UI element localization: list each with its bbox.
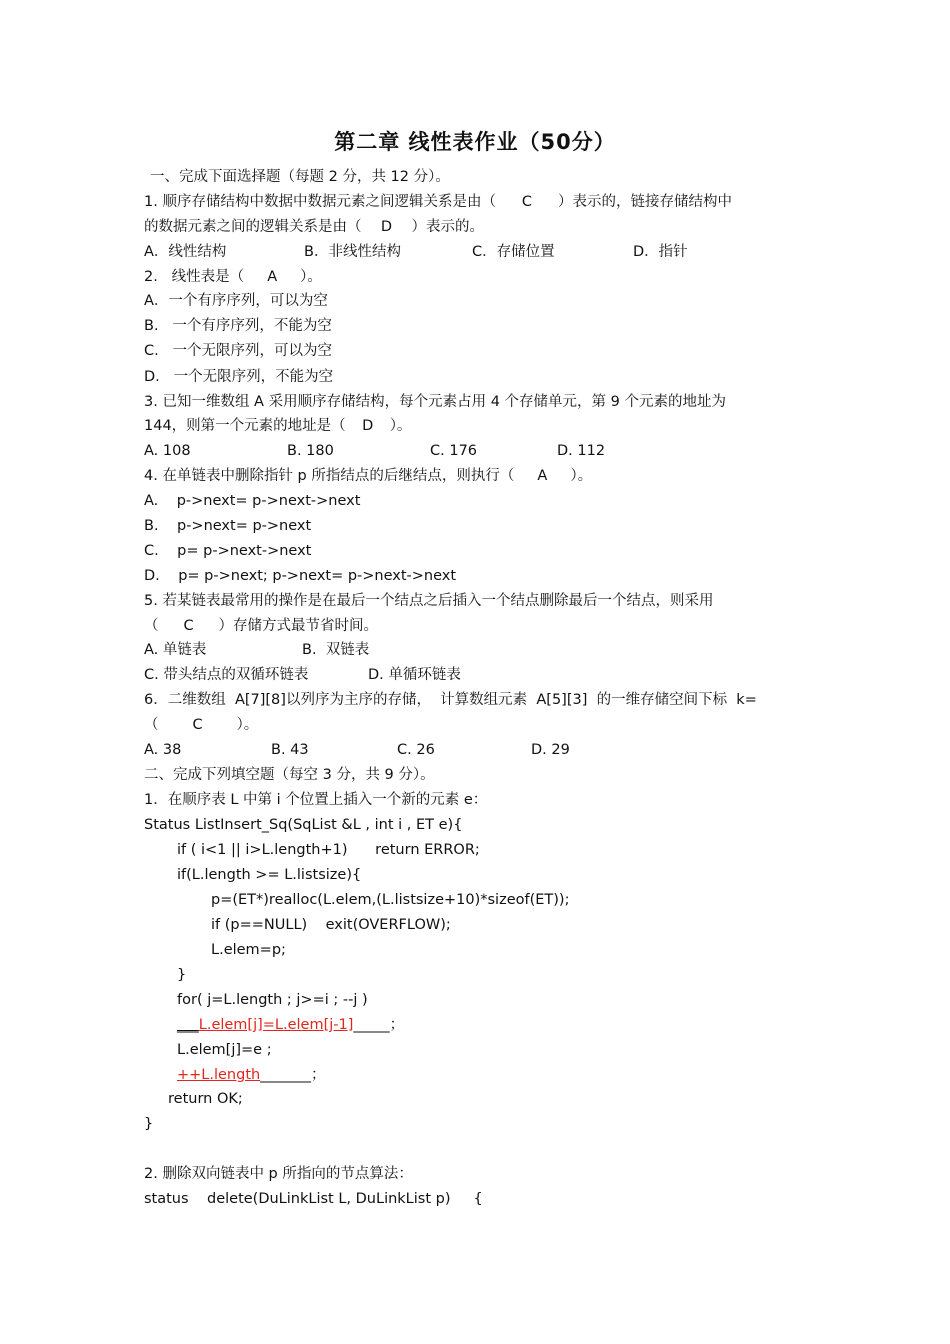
code-line-close-if: } <box>177 967 187 983</box>
q3-line1: 3. 已知一维数组 A 采用顺序存储结构，每个元素占用 4 个存储单元，第 9 个元素的地址为 <box>144 394 726 410</box>
blank2-answer: ++L.length <box>177 1067 261 1083</box>
q5-stem-part1: （ <box>144 618 159 634</box>
q5-answer: C <box>183 618 194 634</box>
q2-stem-part1: 2. 线性表是（ <box>144 269 245 285</box>
q3-option-c: C. 176 <box>430 443 478 459</box>
s2-q2-code: status delete(DuLinkList L, DuLinkList p) { <box>144 1191 483 1207</box>
q6-option-c: C. 26 <box>397 742 435 758</box>
q6-stem-part2: ）。 <box>236 717 259 733</box>
q6-stem-part1: （ <box>144 717 159 733</box>
q3-answer: D <box>362 418 374 434</box>
q6-answer: C <box>192 717 203 733</box>
section1-heading: 一、完成下面选择题（每题 2 分，共 12 分）。 <box>150 169 450 185</box>
code-line-if-null: if (p==NULL) exit(OVERFLOW); <box>211 917 451 933</box>
q1-stem-part3: 的数据元素之间的逻辑关系是由（ <box>144 219 362 235</box>
q1-option-b: B．非线性结构 <box>304 244 401 260</box>
q4-option-b: B. p->next= p->next <box>144 518 312 534</box>
code-line-close-func: } <box>144 1116 154 1132</box>
q5-option-d: D. 单循环链表 <box>368 667 461 683</box>
q2-stem-part2: ）。 <box>300 269 322 285</box>
q1-answer1: C <box>521 194 533 210</box>
q2-stem <box>144 268 322 286</box>
q3-line2 <box>144 417 411 435</box>
q4-option-a: A. p->next= p->next->next <box>144 493 361 509</box>
q5-stem-part2: ）存储方式最节省时间。 <box>218 618 378 634</box>
q1-line1 <box>144 193 732 211</box>
q1-stem-part4: ）表示的。 <box>411 219 484 235</box>
code-line-blank2 <box>177 1066 325 1084</box>
q6-option-b: B. 43 <box>271 742 309 758</box>
s2-q2-stem: 2. 删除双向链表中 p 所指向的节点算法： <box>144 1166 413 1182</box>
q1-stem-part2: ）表示的，链接存储结构中 <box>557 194 732 210</box>
q4-option-c: C. p= p->next->next <box>144 543 312 559</box>
q5-option-c: C. 带头结点的双循环链表 <box>144 667 309 683</box>
s2-q1-stem: 1．在顺序表 L 中第 i 个位置上插入一个新的元素 e： <box>144 792 488 808</box>
q1-option-d: D．指针 <box>633 244 688 260</box>
q2-option-a: A．一个有序序列，可以为空 <box>144 293 328 309</box>
blank1-answer: L.elem[j]=L.elem[j-1] <box>198 1017 354 1033</box>
blank1-prefix: ___ <box>177 1017 199 1033</box>
blank1-suffix: _____； <box>353 1017 405 1033</box>
q4-stem-part2: ）。 <box>570 468 593 484</box>
code-line-if-size: if(L.length >= L.listsize){ <box>177 867 362 883</box>
q1-stem-part1: 1. 顺序存储结构中数据中数据元素之间逻辑关系是由（ <box>144 194 496 210</box>
code-line-realloc: p=(ET*)realloc(L.elem,(L.listsize+10)*sizeof(ET)); <box>211 892 570 908</box>
q3-option-d: D. 112 <box>557 443 606 459</box>
code-line-signature: Status ListInsert_Sq(SqList &L , int i , ET e){ <box>144 817 463 833</box>
q4-stem-part1: 4. 在单链表中删除指针 p 所指结点的后继结点，则执行（ <box>144 468 515 484</box>
code-line-assign-elem: L.elem=p; <box>211 942 286 958</box>
q5-line1: 5. 若某链表最常用的操作是在最后一个结点之后插入一个结点删除最后一个结点，则采用 <box>144 593 714 609</box>
q2-option-b: B. 一个有序序列，不能为空 <box>144 318 332 334</box>
q2-answer: A <box>267 269 278 285</box>
q3-option-b: B. 180 <box>287 443 334 459</box>
q1-option-c: C．存储位置 <box>472 244 555 260</box>
code-line-return: return OK; <box>168 1091 243 1107</box>
q1-option-a: A．线性结构 <box>144 244 227 260</box>
q5-option-b: B. 双链表 <box>302 642 370 658</box>
code-line-blank1 <box>177 1016 404 1034</box>
q2-option-d: D. 一个无限序列，不能为空 <box>144 369 334 385</box>
q6-line2 <box>144 716 258 734</box>
q3-option-a: A. 108 <box>144 443 191 459</box>
q1-line2 <box>144 218 484 236</box>
q4-option-d: D. p= p->next; p->next= p->next->next <box>144 568 457 584</box>
code-line-for: for( j=L.length ; j>=i ; --j ) <box>177 992 368 1008</box>
q4-answer: A <box>537 468 548 484</box>
q5-line2 <box>144 617 378 635</box>
q3-stem-part2: ）。 <box>389 418 412 434</box>
q5-option-a: A. 单链表 <box>144 642 207 658</box>
q6-line1: 6．二维数组 A[7][8]以列序为主序的存储， 计算数组元素 A[5][3] 的一维存储空间下标 k= <box>144 692 757 708</box>
blank2-suffix: _______； <box>260 1067 326 1083</box>
page-title: 第二章 线性表作业（50分） <box>334 130 616 154</box>
q3-stem-part1: 144，则第一个元素的地址是（ <box>144 418 346 434</box>
q1-answer2: D <box>380 219 393 235</box>
q4-stem <box>144 467 592 485</box>
q6-option-d: D. 29 <box>531 742 570 758</box>
code-line-if-range: if ( i<1 || i>L.length+1) return ERROR; <box>177 842 480 858</box>
q2-option-c: C. 一个无限序列，可以为空 <box>144 343 333 359</box>
q6-option-a: A. 38 <box>144 742 182 758</box>
code-line-assign-e: L.elem[j]=e ; <box>177 1042 272 1058</box>
section2-heading: 二、完成下列填空题（每空 3 分，共 9 分）。 <box>144 767 435 783</box>
